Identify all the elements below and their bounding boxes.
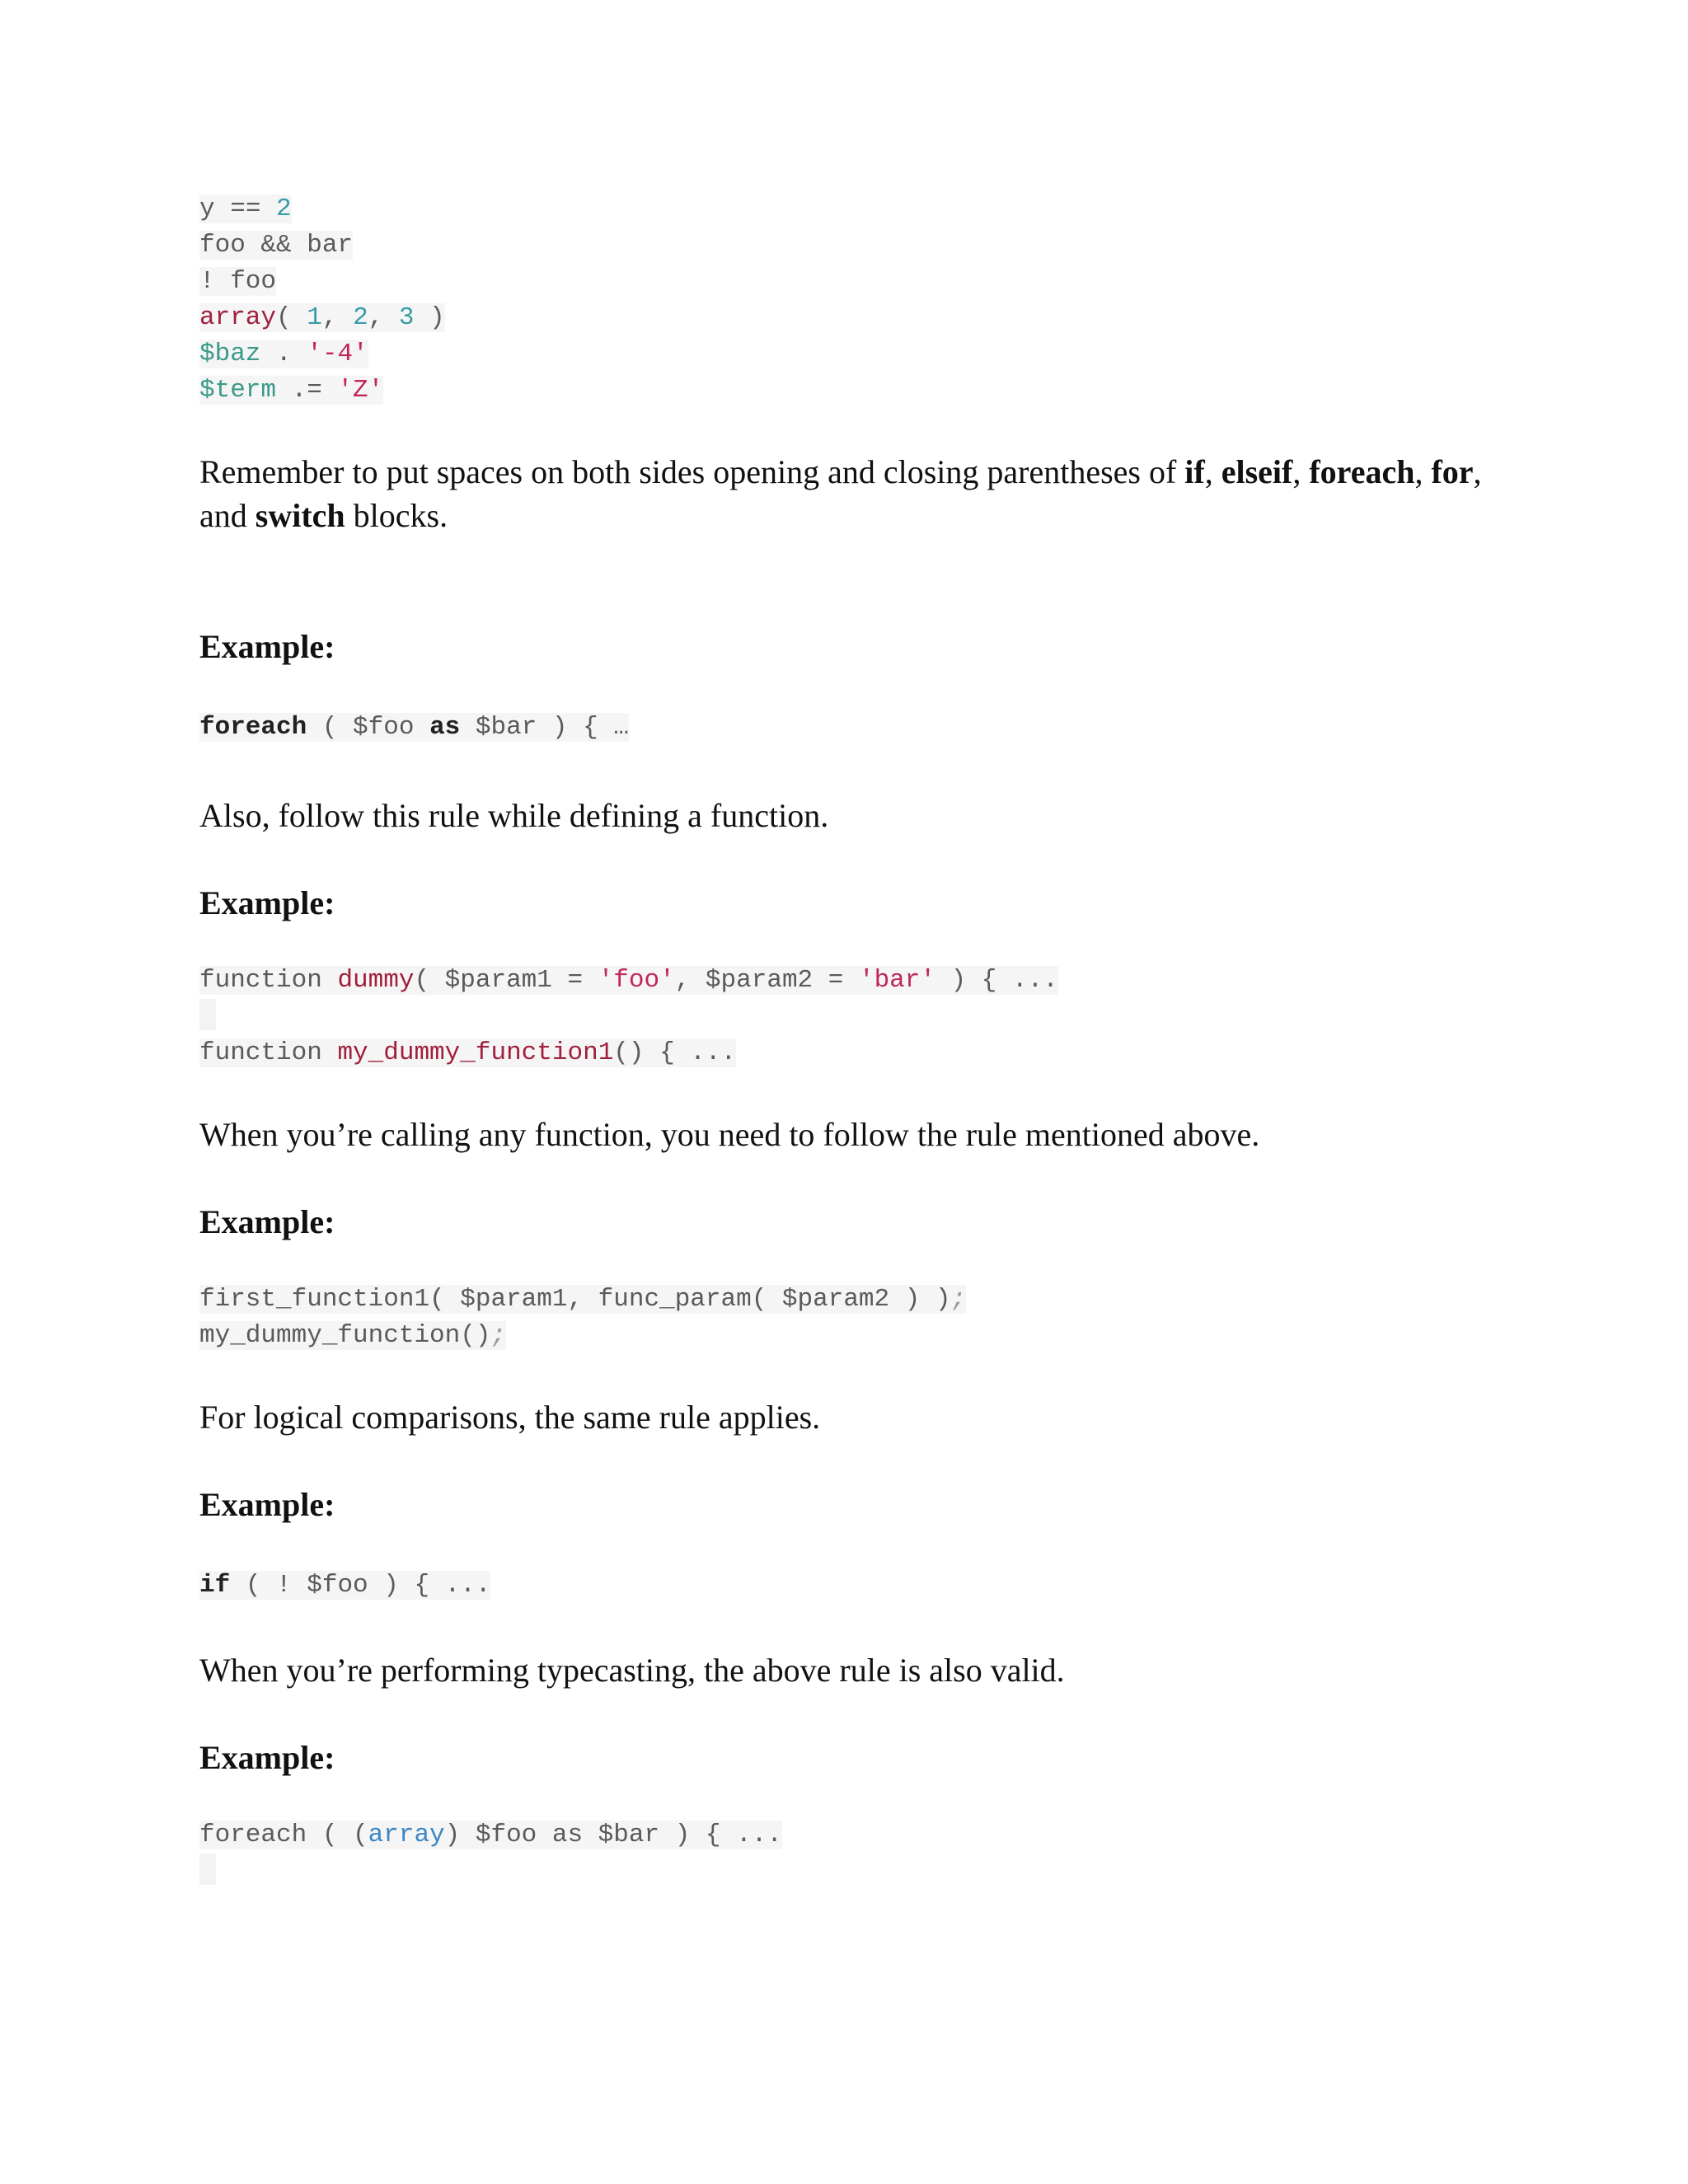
code-line: $term .= 'Z' bbox=[199, 376, 384, 405]
heading-example: Example: bbox=[199, 1739, 335, 1776]
code-block-operators bbox=[199, 191, 1518, 409]
paragraph-typecast-rule: When you’re performing typecasting, the above rule is also valid. bbox=[199, 1652, 1065, 1689]
paragraph-logical-rule: For logical comparisons, the same rule applies. bbox=[199, 1399, 821, 1436]
code-blank-line bbox=[199, 1854, 1518, 1890]
code-line: foo && bar bbox=[199, 231, 354, 260]
code-line: my_dummy_function(); bbox=[199, 1321, 507, 1350]
code-if-example: if ( ! $foo ) { ... bbox=[199, 1571, 491, 1600]
heading-example: Example: bbox=[199, 1486, 335, 1523]
code-line: foreach ( (array) $foo as $bar ) { ... bbox=[199, 1821, 782, 1849]
paragraph-function-rule: Also, follow this rule while defining a function. bbox=[199, 797, 829, 834]
code-line: ! foo bbox=[199, 267, 277, 296]
code-line: function my_dummy_function1() { ... bbox=[199, 1038, 737, 1067]
code-block-calls bbox=[199, 1282, 1518, 1354]
code-block-cast bbox=[199, 1817, 1518, 1890]
paragraph-spaces-rule: Remember to put spaces on both sides opening and closing parentheses of if, elseif, foreach, for, and switch blocks. bbox=[199, 453, 1482, 534]
heading-example: Example: bbox=[199, 1203, 335, 1240]
code-line: $baz . '-4' bbox=[199, 340, 368, 368]
code-blank-line bbox=[199, 999, 1518, 1035]
heading-example: Example: bbox=[199, 884, 335, 921]
code-foreach-example: foreach ( $foo as $bar ) { … bbox=[199, 713, 629, 742]
paragraph-calling-rule: When you’re calling any function, you need to follow the rule mentioned above. bbox=[199, 1116, 1260, 1153]
code-line: function dummy( $param1 = 'foo', $param2 = 'bar' ) { ... bbox=[199, 966, 1058, 995]
code-line: y == 2 bbox=[199, 194, 292, 223]
heading-example: Example: bbox=[199, 628, 335, 665]
code-line: first_function1( $param1, func_param( $param2 ) ); bbox=[199, 1285, 967, 1314]
code-line: array( 1, 2, 3 ) bbox=[199, 303, 445, 332]
document-content bbox=[199, 191, 1518, 1890]
code-block-functions bbox=[199, 963, 1518, 1071]
